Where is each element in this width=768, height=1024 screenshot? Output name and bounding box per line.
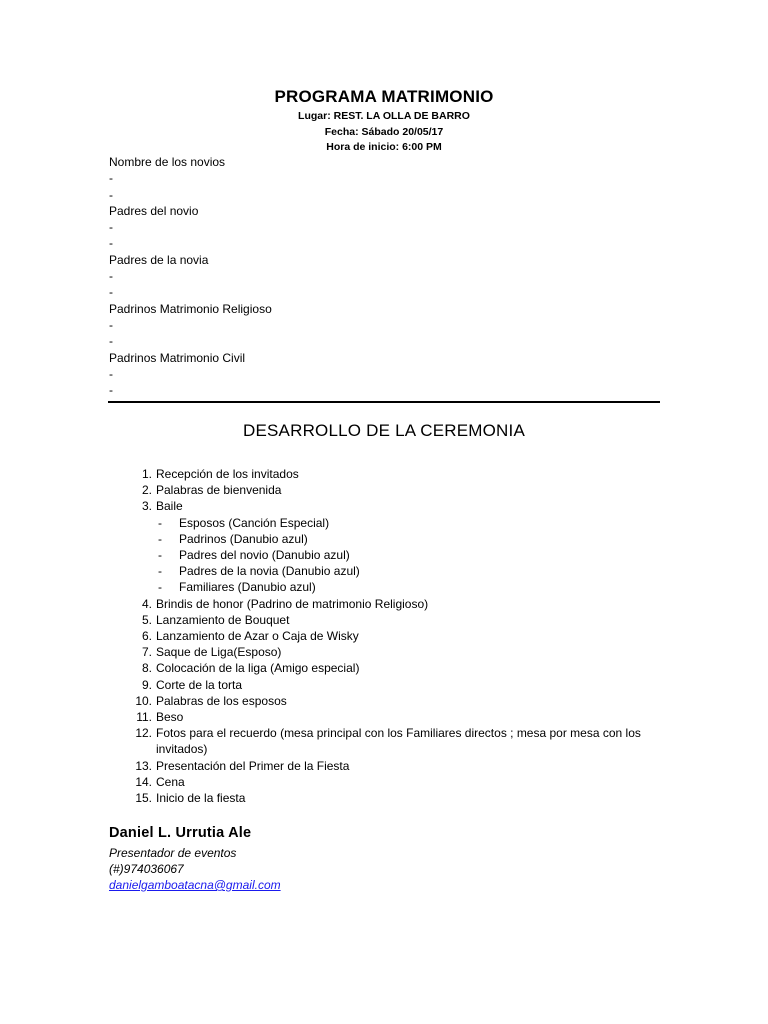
sub-list-item <box>108 515 668 531</box>
blank-line: - <box>109 383 113 398</box>
document-title: PROGRAMA MATRIMONIO <box>274 87 494 106</box>
item-number: 15. <box>135 791 152 806</box>
sub-list-item <box>108 563 668 579</box>
dash-bullet: - <box>158 580 162 595</box>
list-item <box>108 596 668 612</box>
dash-bullet: - <box>158 531 162 546</box>
item-number: 9. <box>141 677 152 692</box>
blank-line: - <box>109 220 113 235</box>
list-item <box>108 612 668 628</box>
blank-line: - <box>109 285 113 300</box>
presenter-role: Presentador de eventos <box>109 846 237 860</box>
list-item <box>108 498 668 514</box>
item-number: 10. <box>135 693 152 708</box>
list-item <box>108 758 668 774</box>
item-number: 13. <box>135 758 152 773</box>
sub-item-text: Esposos (Canción Especial) <box>179 515 330 530</box>
section-divider <box>108 401 660 403</box>
list-item <box>108 644 668 660</box>
item-number: 2. <box>141 483 152 498</box>
item-text: Fotos para el recuerdo (mesa principal con los Familiares directos ; mesa por mesa con los invitados) <box>156 726 641 757</box>
item-text: Baile <box>156 499 183 514</box>
list-item <box>108 628 668 644</box>
blank-line: - <box>109 317 113 332</box>
item-text: Beso <box>156 710 184 725</box>
dash-bullet: - <box>158 564 162 579</box>
presenter-name: Daniel L. Urrutia Ale <box>109 825 252 841</box>
dash-bullet: - <box>158 548 162 563</box>
people-label: Padrinos Matrimonio Civil <box>109 350 246 365</box>
item-text: Palabras de los esposos <box>156 693 287 708</box>
item-text: Lanzamiento de Azar o Caja de Wisky <box>156 629 359 644</box>
people-label: Padres del novio <box>109 203 199 218</box>
sub-item-text: Padrinos (Danubio azul) <box>179 531 308 546</box>
item-number: 11. <box>136 710 152 725</box>
item-number: 8. <box>141 661 152 676</box>
presenter-email-link[interactable]: danielgamboatacna@gmail.com <box>109 878 281 892</box>
blank-line: - <box>109 187 113 202</box>
item-number: 12. <box>135 726 152 741</box>
item-text: Presentación del Primer de la Fiesta <box>156 758 350 773</box>
list-item <box>108 482 668 498</box>
item-number: 14. <box>135 774 152 789</box>
item-number: 6. <box>141 629 152 644</box>
sub-item-text: Familiares (Danubio azul) <box>179 580 316 595</box>
people-label: Padrinos Matrimonio Religioso <box>109 301 272 316</box>
blank-line: - <box>109 269 113 284</box>
list-item <box>108 466 668 482</box>
sub-item-text: Padres del novio (Danubio azul) <box>179 548 350 563</box>
dash-bullet: - <box>158 515 162 530</box>
people-label: Nombre de los novios <box>109 155 226 169</box>
item-number: 5. <box>141 612 152 627</box>
venue-line: Lugar: REST. LA OLLA DE BARRO <box>298 110 470 122</box>
list-item <box>108 709 668 725</box>
item-number: 7. <box>141 645 152 660</box>
item-text: Colocación de la liga (Amigo especial) <box>156 661 360 676</box>
start-time-line: Hora de inicio: 6:00 PM <box>326 141 442 153</box>
list-item <box>108 790 668 806</box>
item-text: Cena <box>156 774 185 789</box>
list-item <box>108 693 668 709</box>
sub-list-item <box>108 547 668 563</box>
item-text: Brindis de honor (Padrino de matrimonio Religioso) <box>156 596 429 611</box>
item-text: Recepción de los invitados <box>156 467 299 481</box>
item-number: 1. <box>141 467 152 481</box>
sub-list-item <box>108 531 668 547</box>
sub-list-item <box>108 579 668 595</box>
item-number: 3. <box>141 499 152 514</box>
blank-line: - <box>109 171 113 186</box>
people-label: Padres de la novia <box>109 252 209 267</box>
list-item <box>108 774 668 790</box>
list-item <box>108 677 668 693</box>
list-item <box>108 660 668 676</box>
blank-line: - <box>109 236 113 251</box>
blank-line: - <box>109 366 113 381</box>
list-item <box>108 725 668 757</box>
item-text: Palabras de bienvenida <box>156 483 282 498</box>
presenter-phone: (#)974036067 <box>109 862 184 876</box>
blank-line: - <box>109 334 113 349</box>
ceremony-list <box>108 466 668 806</box>
item-text: Corte de la torta <box>156 677 243 692</box>
date-line: Fecha: Sábado 20/05/17 <box>324 126 444 138</box>
sub-item-text: Padres de la novia (Danubio azul) <box>179 564 360 579</box>
participants-section <box>109 154 669 398</box>
item-text: Inicio de la fiesta <box>156 791 246 806</box>
ceremony-title: DESARROLLO DE LA CEREMONIA <box>243 421 525 440</box>
item-text: Lanzamiento de Bouquet <box>156 612 290 627</box>
item-text: Saque de Liga(Esposo) <box>156 645 282 660</box>
item-number: 4. <box>141 596 152 611</box>
